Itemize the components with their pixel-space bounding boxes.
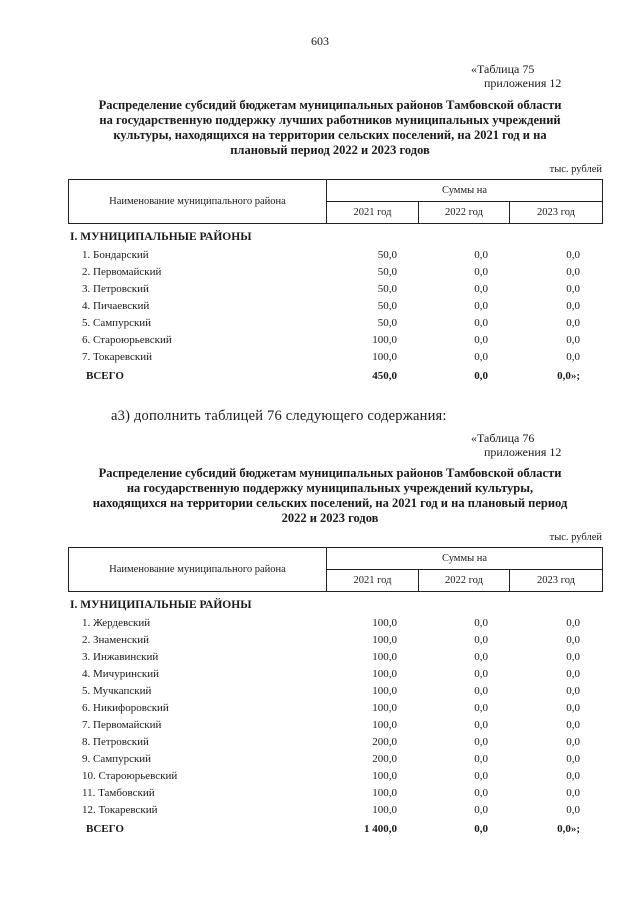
row-value-2023: 0,0 (566, 300, 580, 312)
table76-title-line: находящихся на территории сельских поселений, на 2021 год и на плановый период (92, 496, 568, 510)
table75-title-line: Распределение субсидий бюджетам муниципальных районов Тамбовской области (98, 98, 562, 112)
row-value-2022: 0,0 (474, 634, 488, 646)
table-row (0, 702, 640, 718)
table76-header (68, 547, 603, 592)
table75-header-year: 2021 год (327, 202, 419, 224)
row-value-2021: 100,0 (372, 334, 397, 346)
row-name: 4. Мичуринский (82, 668, 159, 680)
table-row (0, 753, 640, 769)
row-value-2021: 50,0 (377, 283, 397, 295)
table-row (0, 787, 640, 803)
table76-title-line: Распределение субсидий бюджетам муниципальных районов Тамбовской области (98, 466, 562, 480)
table75-header-year: 2022 год (419, 202, 510, 224)
row-name: 6. Староюрьевский (82, 334, 172, 346)
row-value-2022: 0,0 (474, 787, 488, 799)
row-value-2021: 200,0 (372, 736, 397, 748)
row-name: 4. Пичаевский (82, 300, 150, 312)
row-name: 1. Бондарский (82, 249, 149, 261)
row-value-2021: 100,0 (372, 685, 397, 697)
row-value-2022: 0,0 (474, 266, 488, 278)
row-value-2021: 50,0 (377, 266, 397, 278)
row-value-2022: 0,0 (474, 804, 488, 816)
table76-header-sums: Суммы на (327, 548, 603, 570)
table-row (0, 770, 640, 786)
row-value-2023: 0,0 (566, 702, 580, 714)
row-value-2023: 0,0 (566, 617, 580, 629)
row-value-2023: 0,0 (566, 668, 580, 680)
table-row (0, 266, 640, 282)
table76-header-year: 2022 год (419, 570, 510, 592)
table76-ref-line1: «Таблица 76 (471, 431, 535, 445)
row-value-2021: 200,0 (372, 753, 397, 765)
row-value-2023: 0,0 (566, 736, 580, 748)
page-number: 603 (311, 34, 329, 48)
table76-title (60, 466, 600, 526)
table75-title (60, 98, 600, 158)
row-name: 2. Знаменский (82, 634, 150, 646)
row-name: 6. Никифоровский (82, 702, 169, 714)
row-value-2022: 0,0 (474, 283, 488, 295)
total-value-2022: 0,0 (474, 370, 488, 382)
row-name: 7. Токаревский (82, 351, 152, 363)
row-value-2023: 0,0 (566, 317, 580, 329)
row-value-2021: 100,0 (372, 617, 397, 629)
row-value-2023: 0,0 (566, 266, 580, 278)
table75-ref-line1: «Таблица 75 (471, 62, 535, 76)
row-value-2023: 0,0 (566, 719, 580, 731)
table-row (0, 249, 640, 265)
total-label: ВСЕГО (86, 370, 124, 382)
table-row (0, 283, 640, 299)
row-value-2023: 0,0 (566, 804, 580, 816)
row-name: 3. Инжавинский (82, 651, 159, 663)
row-name: 11. Тамбовский (82, 787, 155, 799)
table76-header-year: 2021 год (327, 570, 419, 592)
table75-title-line: плановый период 2022 и 2023 годов (230, 143, 430, 157)
table75-header-sums: Суммы на (327, 180, 603, 202)
row-value-2022: 0,0 (474, 753, 488, 765)
table-row (0, 334, 640, 350)
table75-unit: тыс. рублей (549, 164, 602, 175)
row-value-2021: 100,0 (372, 719, 397, 731)
row-value-2023: 0,0 (566, 651, 580, 663)
row-value-2023: 0,0 (566, 787, 580, 799)
row-value-2021: 50,0 (377, 300, 397, 312)
row-value-2022: 0,0 (474, 719, 488, 731)
row-name: 9. Сампурский (82, 753, 152, 765)
total-value-2023: 0,0»; (557, 370, 580, 382)
row-value-2023: 0,0 (566, 249, 580, 261)
total-value-2023: 0,0»; (557, 823, 580, 835)
row-value-2023: 0,0 (566, 685, 580, 697)
table75-header (68, 179, 603, 224)
row-value-2022: 0,0 (474, 334, 488, 346)
table76-header-year: 2023 год (510, 570, 603, 592)
row-name: 5. Мучкапский (82, 685, 152, 697)
row-value-2023: 0,0 (566, 753, 580, 765)
row-value-2021: 50,0 (377, 317, 397, 329)
table-row (0, 685, 640, 701)
table75-header-name: Наименование муниципального района (69, 180, 327, 224)
table-row (0, 736, 640, 752)
row-value-2022: 0,0 (474, 249, 488, 261)
table75-section-heading: I. МУНИЦИПАЛЬНЫЕ РАЙОНЫ (70, 231, 252, 243)
row-name: 12. Токаревский (82, 804, 158, 816)
table-row (0, 351, 640, 367)
row-value-2022: 0,0 (474, 617, 488, 629)
table75-title-line: на государственную поддержку лучших работников муниципальных учреждений (99, 113, 561, 127)
table-row (0, 719, 640, 735)
row-value-2023: 0,0 (566, 634, 580, 646)
total-label: ВСЕГО (86, 823, 124, 835)
row-value-2022: 0,0 (474, 651, 488, 663)
row-value-2021: 100,0 (372, 668, 397, 680)
table75-title-line: культуры, находящихся на территории сельских поселений, на 2021 год и на (113, 128, 547, 142)
row-value-2022: 0,0 (474, 770, 488, 782)
row-value-2023: 0,0 (566, 351, 580, 363)
table-total-row (0, 370, 640, 386)
table75-header-year: 2023 год (510, 202, 603, 224)
table-row (0, 634, 640, 650)
total-value-2021: 450,0 (372, 370, 397, 382)
row-name: 3. Петровский (82, 283, 149, 295)
table76-title-line: на государственную поддержку муниципальных учреждений культуры, (126, 481, 534, 495)
table76-title-line: 2022 и 2023 годов (281, 511, 379, 525)
row-value-2022: 0,0 (474, 736, 488, 748)
row-value-2021: 100,0 (372, 702, 397, 714)
row-name: 8. Петровский (82, 736, 149, 748)
row-value-2022: 0,0 (474, 300, 488, 312)
row-value-2023: 0,0 (566, 283, 580, 295)
table-row (0, 300, 640, 316)
table76-ref-line2: приложения 12 (484, 445, 562, 459)
table76-header-name: Наименование муниципального района (69, 548, 327, 592)
table76-section-heading: I. МУНИЦИПАЛЬНЫЕ РАЙОНЫ (70, 599, 252, 611)
total-value-2022: 0,0 (474, 823, 488, 835)
total-value-2021: 1 400,0 (364, 823, 397, 835)
row-value-2021: 100,0 (372, 651, 397, 663)
row-name: 5. Сампурский (82, 317, 152, 329)
row-name: 7. Первомайский (82, 719, 162, 731)
row-value-2021: 100,0 (372, 787, 397, 799)
row-name: 10. Староюрьевский (82, 770, 178, 782)
row-value-2022: 0,0 (474, 702, 488, 714)
row-value-2021: 50,0 (377, 249, 397, 261)
row-value-2022: 0,0 (474, 351, 488, 363)
row-name: 1. Жердевский (82, 617, 151, 629)
table-row (0, 317, 640, 333)
table-row (0, 617, 640, 633)
row-value-2023: 0,0 (566, 770, 580, 782)
table75-ref-line2: приложения 12 (484, 76, 562, 90)
table-row (0, 651, 640, 667)
table-row (0, 804, 640, 820)
row-value-2022: 0,0 (474, 685, 488, 697)
row-value-2021: 100,0 (372, 351, 397, 363)
row-value-2021: 100,0 (372, 804, 397, 816)
row-value-2021: 100,0 (372, 634, 397, 646)
row-value-2023: 0,0 (566, 334, 580, 346)
table-total-row (0, 823, 640, 839)
row-value-2022: 0,0 (474, 317, 488, 329)
row-name: 2. Первомайский (82, 266, 162, 278)
row-value-2021: 100,0 (372, 770, 397, 782)
amendment-paragraph: а3) дополнить таблицей 76 следующего содержания: (111, 408, 447, 424)
table-row (0, 668, 640, 684)
row-value-2022: 0,0 (474, 668, 488, 680)
table76-unit: тыс. рублей (549, 532, 602, 543)
